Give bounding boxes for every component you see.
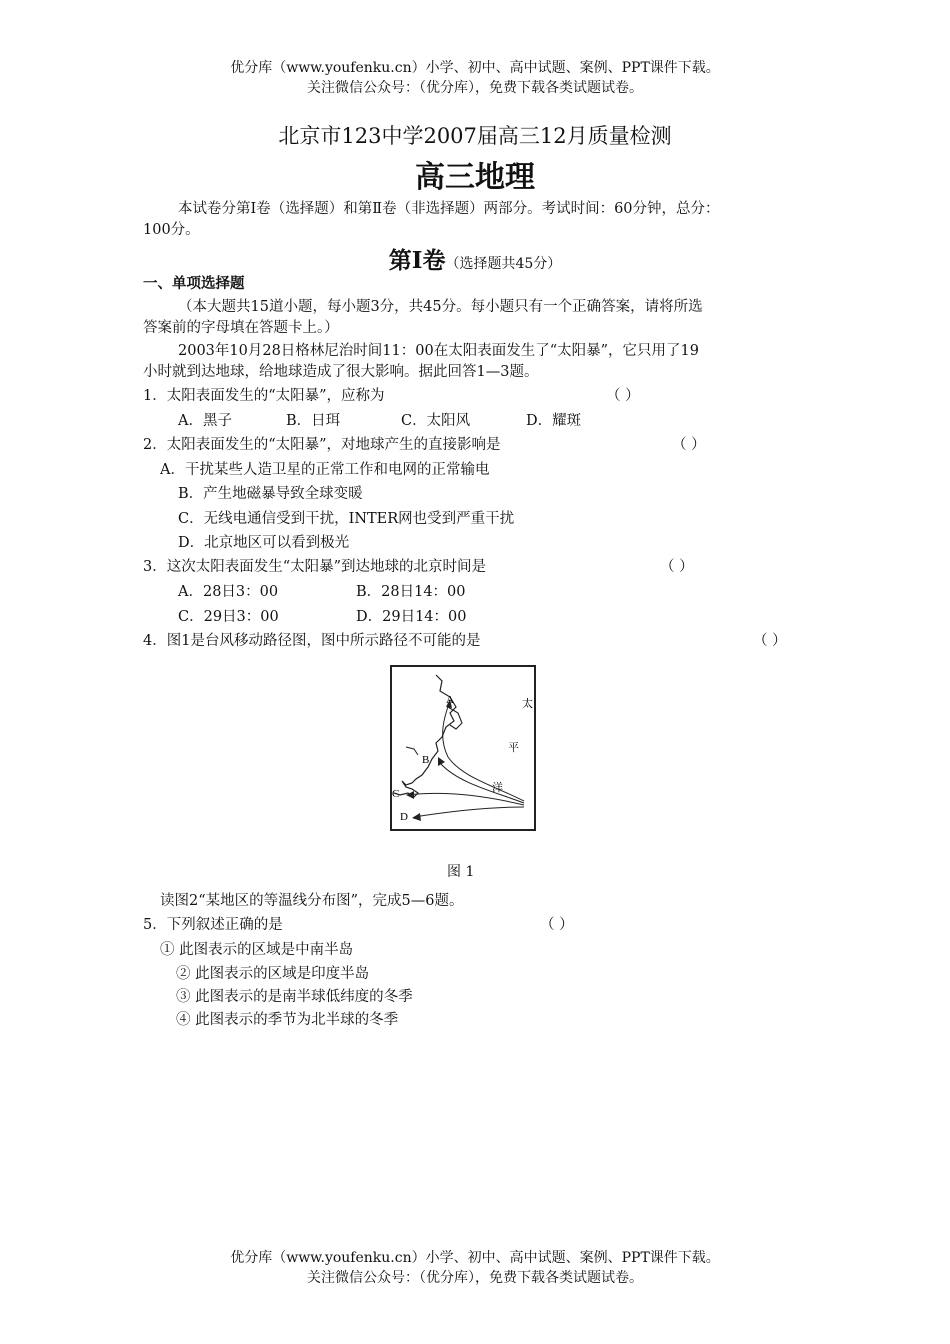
part-instruction-2: 答案前的字母填在答题卡上。） xyxy=(143,320,339,336)
typhoon-map-drawing xyxy=(392,667,534,829)
header-line-1: 优分库（www.youfenku.cn）小学、初中、高中试题、案例、PPT课件下载。 xyxy=(230,60,720,76)
footer-line-1: 优分库（www.youfenku.cn）小学、初中、高中试题、案例、PPT课件下载。 xyxy=(230,1250,720,1266)
typhoon-path-map xyxy=(390,665,536,831)
map-label-b: B xyxy=(422,754,430,766)
q2-stem: 2．太阳表面发生的“太阳暴”，对地球产生的直接影响是 xyxy=(143,437,501,453)
path-c-arrow xyxy=(406,791,414,799)
q1-stem: 1．太阳表面发生的“太阳暴”，应称为 xyxy=(143,388,385,404)
ocean-label-ping: 平 xyxy=(508,741,519,754)
ocean-label-yang: 洋 xyxy=(492,781,503,794)
q1-option-b: B．日珥 xyxy=(286,413,341,429)
footer-line-2: 关注微信公众号：（优分库），免费下载各类试题试卷。 xyxy=(307,1270,643,1286)
header-line-2: 关注微信公众号：（优分库），免费下载各类试题试卷。 xyxy=(307,80,643,96)
river-line xyxy=(406,747,418,755)
q5-stem: 5．下列叙述正确的是 xyxy=(143,917,283,933)
intro-line-1: 本试卷分第Ⅰ卷（选择题）和第Ⅱ卷（非选择题）两部分。考试时间：60分钟，总分： xyxy=(178,201,720,217)
ocean-label-tai: 太 xyxy=(522,697,533,710)
map-label-a: A xyxy=(446,694,454,706)
section-note: （选择题共45分） xyxy=(445,256,562,272)
q5-statement-3: ③ 此图表示的是南半球低纬度的冬季 xyxy=(176,989,413,1005)
q1-option-c: C．太阳风 xyxy=(401,413,471,429)
q4-stem: 4．图1是台风移动路径图，图中所示路径不可能的是 xyxy=(143,633,481,649)
q3-option-b: B．28日14：00 xyxy=(356,584,466,600)
typhoon-path-d xyxy=(414,807,524,817)
q3-option-c: C．29日3：00 xyxy=(178,609,279,625)
exam-title: 北京市123中学2007届高三12月质量检测 xyxy=(278,124,672,148)
peninsula-outline xyxy=(448,707,462,729)
q3-option-a: A．28日3：00 xyxy=(178,584,279,600)
map-label-d: D xyxy=(400,811,408,823)
passage-line-2: 小时就到达地球，给地球造成了很大影响。据此回答1—3题。 xyxy=(143,364,539,380)
intro-line-2: 100分。 xyxy=(143,222,200,238)
q3-option-d: D．29日14：00 xyxy=(356,609,467,625)
typhoon-path-c xyxy=(408,793,524,805)
q3-stem: 3．这次太阳表面发生“太阳暴”到达地球的北京时间是 xyxy=(143,559,487,575)
q2-option-c: C．无线电通信受到干扰，INTER网也受到严重干扰 xyxy=(178,511,515,527)
q1-answer-bracket: （ ） xyxy=(606,388,640,404)
map-label-c: C xyxy=(392,788,400,800)
section-heading xyxy=(0,242,950,275)
q3-answer-bracket: （ ） xyxy=(660,559,694,575)
q4-answer-bracket: （ ） xyxy=(753,633,787,649)
q2-option-a: A．干扰某些人造卫星的正常工作和电网的正常输电 xyxy=(160,462,490,478)
q1-option-d: D．耀斑 xyxy=(526,413,582,429)
q2-answer-bracket: （ ） xyxy=(672,437,706,453)
q1-option-a: A．黑子 xyxy=(178,413,232,429)
q2-option-d: D．北京地区可以看到极光 xyxy=(178,535,350,551)
q5-answer-bracket: （ ） xyxy=(540,917,574,933)
part-instruction-1: （本大题共15道小题，每小题3分，共45分。每小题只有一个正确答案，请将所选 xyxy=(178,299,703,315)
q5-statement-4: ④ 此图表示的季节为北半球的冬季 xyxy=(176,1012,399,1028)
figure-1-caption: 图 1 xyxy=(447,864,475,880)
q5-statement-2: ② 此图表示的区域是印度半岛 xyxy=(176,966,370,982)
q5-statement-1: ① 此图表示的区域是中南半岛 xyxy=(160,942,354,958)
section-title: 第Ⅰ卷 xyxy=(388,247,446,274)
part-heading: 一、单项选择题 xyxy=(143,275,245,292)
q2-option-b: B．产生地磁暴导致全球变暖 xyxy=(178,486,363,502)
path-d-arrow xyxy=(412,813,421,821)
read-figure-2: 读图2“某地区的等温线分布图”，完成5—6题。 xyxy=(160,893,464,909)
subject-title: 高三地理 xyxy=(415,160,535,195)
passage-line-1: 2003年10月28日格林尼治时间11：00在太阳表面发生了“太阳暴”，它只用了19 xyxy=(178,343,699,359)
